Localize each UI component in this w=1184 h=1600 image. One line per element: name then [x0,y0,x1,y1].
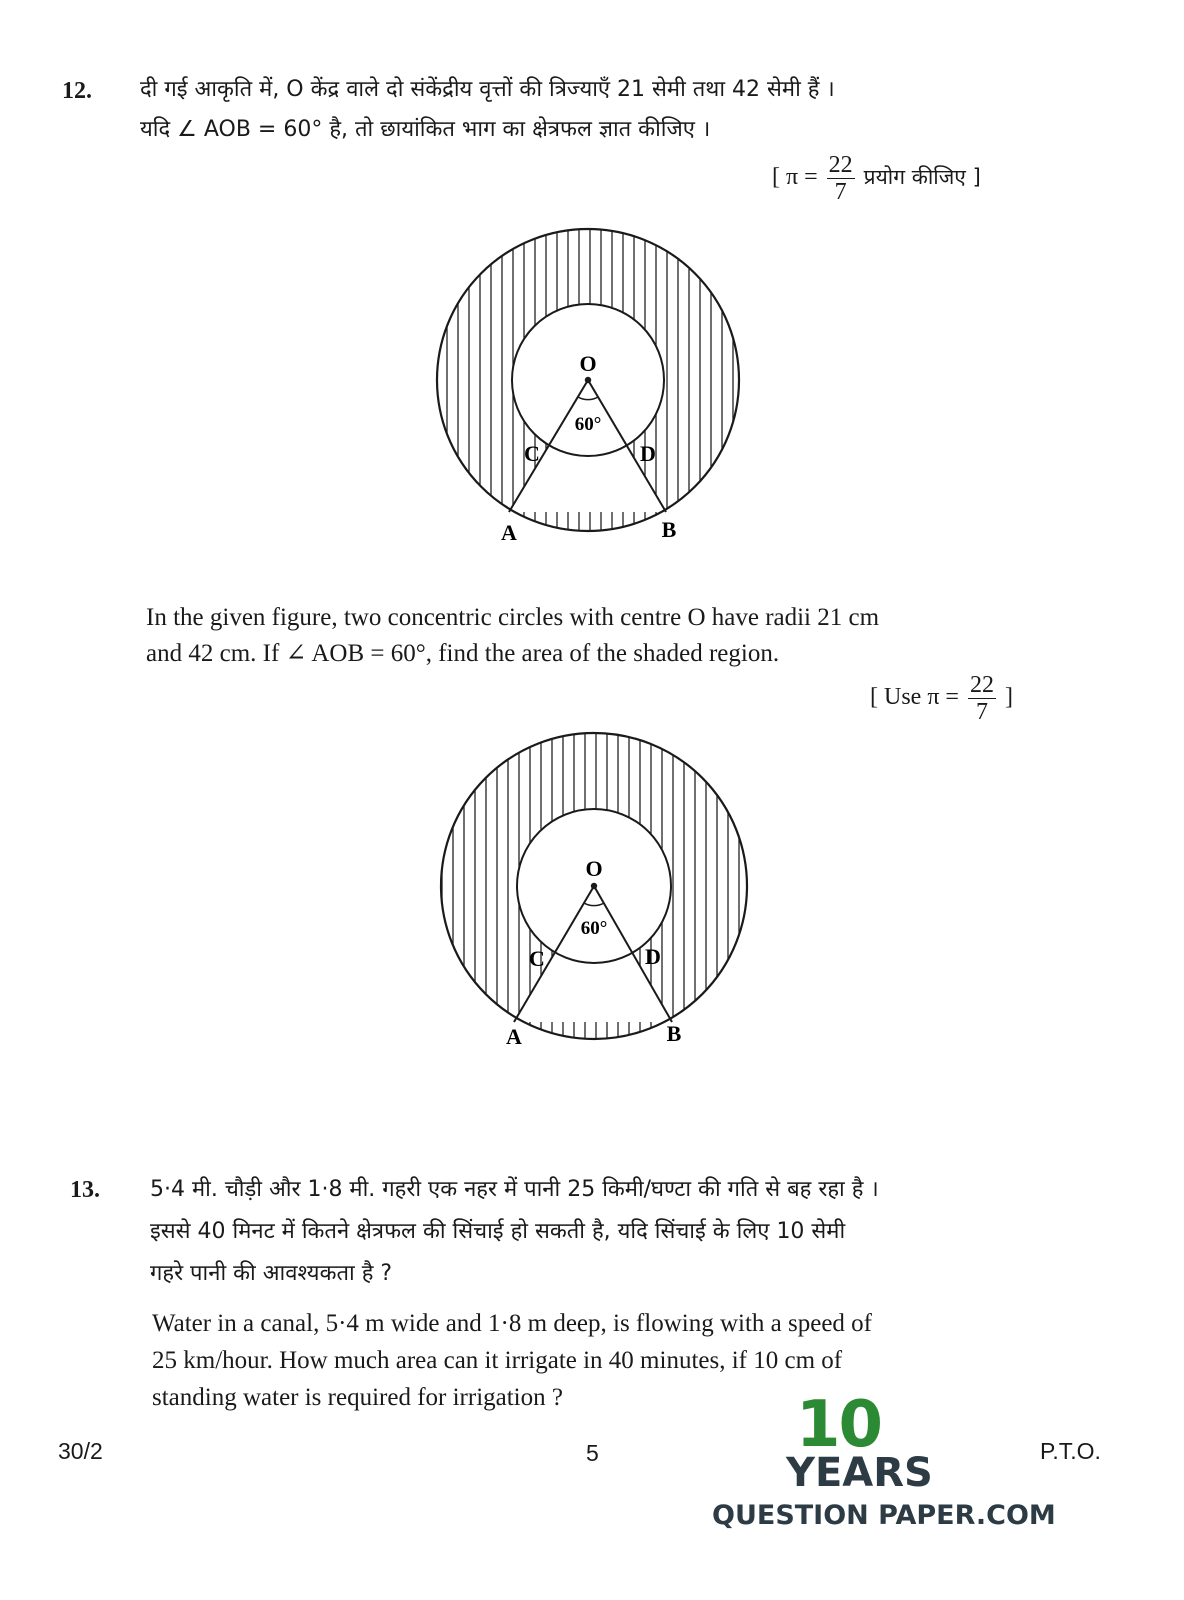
concentric-circles-figure-hindi [420,218,760,548]
label-d: D [640,441,656,466]
question-13-english-line-3: standing water is required for irrigation ? [152,1384,563,1411]
question-12-hindi-line-1: दी गई आकृति में, O केंद्र वाले दो संकेंद्रीय वृत्तों की त्रिज्याएँ 21 सेमी तथा 42 सेमी हैं । [140,77,835,102]
label-b: B [661,517,677,542]
english-pi-hint [870,672,1013,725]
pi-denominator: 7 [975,699,988,725]
question-13-number: 13. [70,1177,100,1203]
question-12-english-line-2: and 42 cm. If ∠ AOB = 60°, find the area of the shaded region. [146,640,780,667]
pi-numerator: 22 [969,672,994,698]
label-angle: 60° [580,918,608,939]
label-b: B [666,1021,682,1046]
pi-denominator: 7 [834,179,847,205]
question-13-hindi-line-2: इससे 40 मिनट में कितने क्षेत्रफल की सिंचाई हो सकती है, यदि सिंचाई के लिए 10 सेमी [150,1219,846,1244]
watermark-years: YEARS [786,1450,933,1496]
label-o: O [585,856,603,881]
question-12-number: 12. [62,78,92,104]
watermark-site: QUESTION PAPER.COM [712,1500,1056,1531]
question-13-english-line-1: Water in a canal, 5·4 m wide and 1·8 m deep, is flowing with a speed of [152,1310,872,1337]
label-a: A [501,520,517,545]
english-pi-hint-prefix: [ Use π = [870,684,959,711]
page-number: 5 [586,1440,599,1466]
label-c: C [524,441,540,466]
centre-point [585,377,591,383]
label-a: A [506,1024,522,1049]
pi-numerator: 22 [828,152,853,178]
watermark-number: 10 [796,1388,882,1462]
question-13-hindi-line-1: 5·4 मी. चौड़ी और 1·8 मी. गहरी एक नहर में पानी 25 किमी/घण्टा की गति से बह रहा है । [150,1177,879,1202]
label-angle: 60° [574,414,602,435]
label-c: C [529,946,545,971]
centre-point [591,883,597,889]
question-13-hindi-line-3: गहरे पानी की आवश्यकता है ? [150,1261,393,1286]
label-d: D [645,944,661,969]
concentric-circles-figure-english [426,726,766,1056]
please-turn-over: P.T.O. [1040,1438,1101,1464]
pi-fraction-english [968,672,996,725]
question-13-english-line-2: 25 km/hour. How much area can it irrigate in 40 minutes, if 10 cm of [152,1347,843,1374]
question-12-hindi-line-2: यदि ∠ AOB = 60° है, तो छायांकित भाग का क्षेत्रफल ज्ञात कीजिए । [140,117,711,142]
hindi-pi-hint-suffix: प्रयोग कीजिए ] [863,165,981,190]
pi-fraction-hindi [827,152,855,205]
hindi-pi-hint-prefix: [ π = [772,164,818,191]
label-o: O [579,351,597,376]
question-12-english-line-1: In the given figure, two concentric circles with centre O have radii 21 cm [146,604,880,631]
english-pi-hint-suffix: ] [1004,684,1013,711]
hindi-pi-hint [772,152,981,205]
paper-code: 30/2 [58,1438,103,1464]
